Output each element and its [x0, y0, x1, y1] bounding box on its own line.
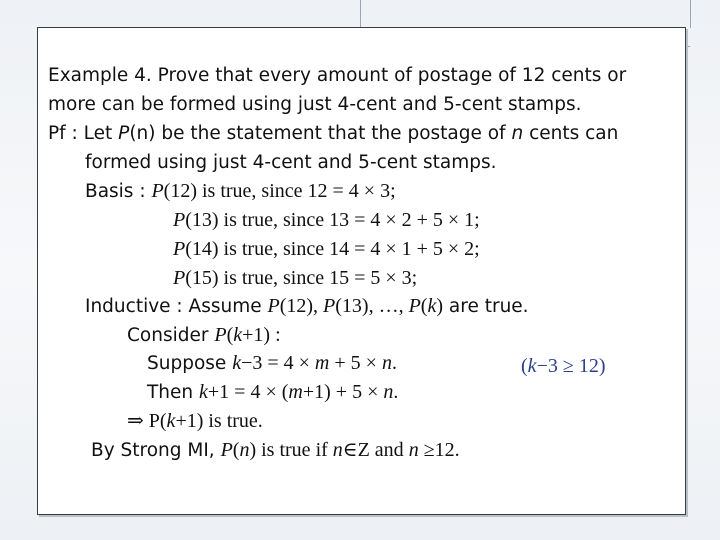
condition-note: (k−3 ≥ 12): [521, 355, 606, 377]
implies-line: ⇒ P(k+1) is true.: [127, 410, 263, 432]
proof-statement-continued: formed using just 4-cent and 5-cent stamps.: [85, 152, 497, 173]
slide-content: [37, 27, 686, 515]
example-title-line-2: more can be formed using just 4-cent and 5-cent stamps.: [48, 94, 582, 115]
then-line: Then k+1 = 4 × (m+1) + 5 × n.: [147, 381, 399, 403]
inductive-line: Inductive : Assume P(12), P(13), …, P(k) are true.: [85, 295, 529, 317]
basis-line-12: Basis : P(12) is true, since 12 = 4 × 3;: [85, 180, 396, 202]
frame-line: [690, 0, 691, 28]
basis-line-14: P(14) is true, since 14 = 4 × 1 + 5 × 2;: [173, 238, 480, 260]
example-title-line-1: Example 4. Prove that every amount of postage of 12 cents or: [48, 65, 627, 86]
consider-line: Consider P(k+1) :: [127, 324, 281, 346]
basis-line-15: P(15) is true, since 15 = 5 × 3;: [173, 267, 418, 289]
suppose-line: Suppose k−3 = 4 × m + 5 × n.: [147, 352, 397, 374]
strong-mi-conclusion: By Strong MI, P(n) is true if n∈Z and n ≥12.: [91, 439, 460, 461]
proof-statement-line: Pf : Let P(n) be the statement that the postage of n cents can: [48, 123, 619, 144]
basis-line-13: P(13) is true, since 13 = 4 × 2 + 5 × 1;: [173, 209, 480, 231]
